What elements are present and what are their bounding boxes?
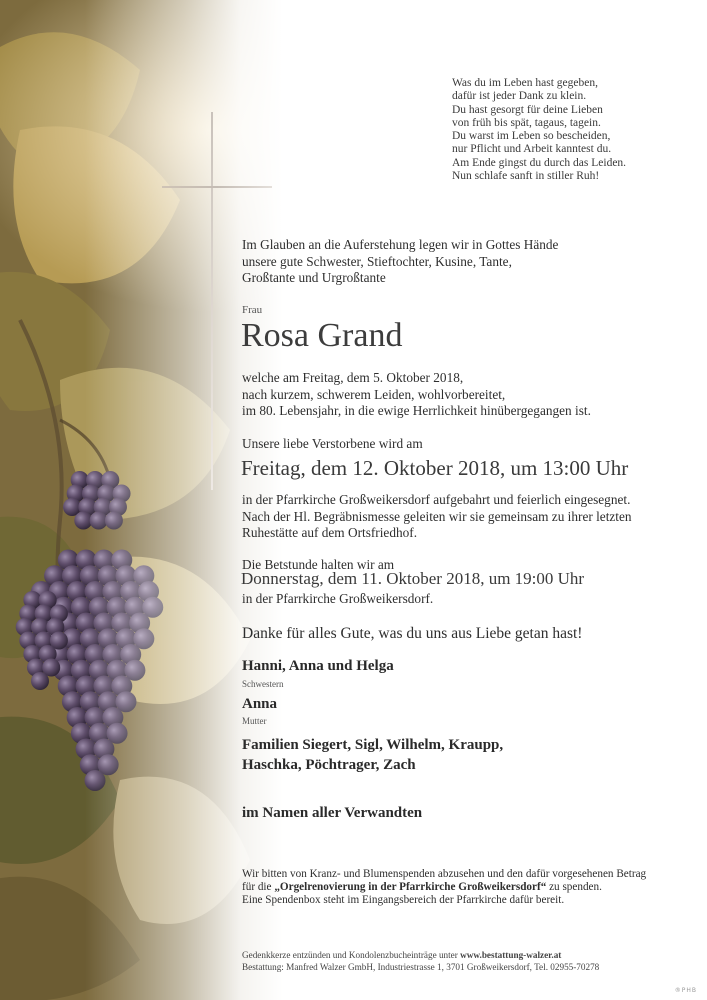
- funeral-intro: Unsere liebe Verstorbene wird am: [242, 436, 423, 451]
- cross-icon-bar: [162, 186, 272, 188]
- relative-name: Anna: [242, 696, 278, 712]
- poem-line: Was du im Leben hast gegeben,: [452, 77, 598, 89]
- death-text: [242, 370, 591, 420]
- memorial-poem: [452, 77, 626, 183]
- prayer-intro: Die Betstunde halten wir am: [242, 557, 395, 572]
- donation-text: für die: [242, 880, 275, 893]
- corner-mark: ®PHB: [674, 987, 697, 994]
- poem-line: nur Pflicht und Arbeit kanntest du.: [452, 143, 612, 156]
- cross-icon: [211, 112, 213, 490]
- footer-text: Gedenkkerze entzünden und Kondolenzbucheinträge unter: [242, 950, 461, 960]
- deceased-name: Rosa Grand: [241, 317, 403, 354]
- poem-line: Nun schlafe sanft in stiller Ruh!: [452, 170, 600, 183]
- death-line: im 80. Lebensjahr, in die ewige Herrlichkeit hinübergegangen ist.: [242, 403, 591, 419]
- intro-line: Großtante und Urgroßtante: [242, 270, 386, 286]
- intro-line: unsere gute Schwester, Stieftochter, Kusine, Tante,: [242, 253, 512, 269]
- donation-line: Eine Spendenbox steht im Eingangsbereich der Pfarrkirche dafür bereit.: [242, 893, 565, 906]
- thanks-text: Danke für alles Gute, was du uns aus Liebe getan hast!: [242, 625, 583, 642]
- donation-notice: [242, 868, 646, 906]
- footer: [242, 949, 599, 973]
- families: [242, 735, 503, 775]
- website-link[interactable]: www.bestattung-walzer.at: [460, 950, 562, 960]
- donation-line: Wir bitten von Kranz- und Blumenspenden abzusehen und den dafür vorgesehenen Betrag: [242, 868, 647, 880]
- funeral-line: in der Pfarrkirche Großweikersdorf aufgebahrt und feierlich eingesegnet.: [242, 492, 631, 507]
- donation-purpose: „Orgelrenovierung in der Pfarrkirche Großweikersdorf“: [274, 880, 547, 893]
- funeral-line: Nach der Hl. Begräbnismesse geleiten wir sie gemeinsam zu ihrer letzten: [242, 508, 632, 524]
- families-line: Familien Siegert, Sigl, Wilhelm, Kraupp,: [242, 737, 504, 753]
- funeral-text: [242, 492, 632, 542]
- footer-line: Bestattung: Manfred Walzer GmbH, Industriestrasse 1, 3701 Großweikersdorf, Tel. 02955-70278: [242, 962, 600, 972]
- relative-name: Hanni, Anna und Helga: [242, 658, 394, 674]
- relative-relation: Mutter: [242, 716, 267, 726]
- intro-text: [242, 237, 558, 287]
- relative-relation: Schwestern: [242, 679, 284, 689]
- donation-text: zu spenden.: [546, 880, 602, 893]
- funeral-line: Ruhestätte auf dem Ortsfriedhof.: [242, 525, 418, 541]
- prayer-place: in der Pfarrkirche Großweikersdorf.: [242, 591, 434, 606]
- prayer-date: Donnerstag, dem 11. Oktober 2018, um 19:00 Uhr: [241, 569, 585, 588]
- salutation: Frau: [242, 304, 263, 316]
- footer-line: [242, 949, 599, 961]
- families-line: Haschka, Pöchtrager, Zach: [242, 757, 416, 773]
- intro-line: Im Glauben an die Auferstehung legen wir in Gottes Hände: [242, 237, 559, 252]
- funeral-date: Freitag, dem 12. Oktober 2018, um 13:00 Uhr: [241, 456, 629, 480]
- all-relatives: im Namen aller Verwandten: [242, 805, 423, 821]
- death-line: welche am Freitag, dem 5. Oktober 2018,: [242, 370, 464, 385]
- poem-line: dafür ist jeder Dank zu klein.: [452, 90, 587, 103]
- death-line: nach kurzem, schwerem Leiden, wohlvorbereitet,: [242, 386, 506, 402]
- poem-line: von früh bis spät, tagaus, tagein.: [452, 116, 601, 129]
- poem-line: Du hast gesorgt für deine Lieben: [452, 103, 603, 116]
- poem-line: Du warst im Leben so bescheiden,: [452, 130, 611, 143]
- poem-line: Am Ende gingst du durch das Leiden.: [452, 156, 627, 169]
- donation-line: [242, 881, 646, 894]
